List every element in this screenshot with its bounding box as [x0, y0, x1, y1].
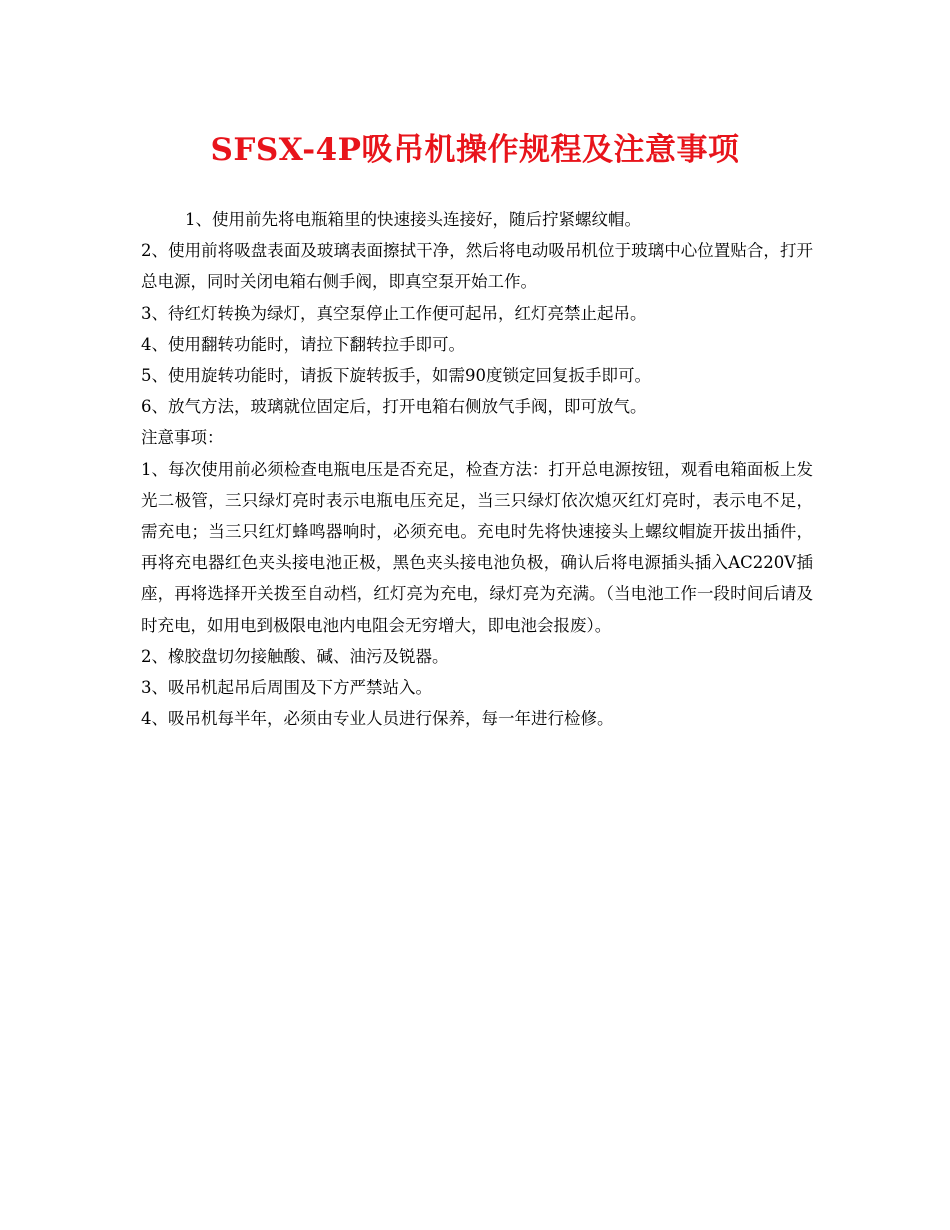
operation-step-3: 3、待红灯转换为绿灯，真空泵停止工作便可起吊，红灯亮禁止起吊。	[141, 303, 647, 323]
notes-heading: 注意事项：	[141, 428, 224, 448]
note-2: 2、橡胶盘切勿接触酸、碱、油污及锐器。	[141, 646, 449, 666]
operation-step-4: 4、使用翻转功能时，请拉下翻转拉手即可。	[141, 334, 465, 354]
operation-step-5: 5、使用旋转功能时，请扳下旋转扳手，如需90度锁定回复扳手即可。	[141, 366, 651, 386]
note-1: 1、每次使用前必须检查电瓶电压是否充足，检查方法：打开总电源按钮，观看电箱面板上发光二极管，三只绿灯亮时表示电瓶电压充足，当三只绿灯依次熄灭红灯亮时，表示电不足，需充电；当三只红灯蜂鸣器响时，必须充电。充电时先将快速接头上螺纹帽旋开拔出插件，再将充电器红色夹头接电池正极，黑色夹头接电池负极，确认后将电源插头插入AC220V插座，再将选择开关拨至自动档，红灯亮为充电，绿灯亮为充满。（当电池工作一段时间后请及时充电，如用电到极限电池内电阻会无穷增大，即电池会报废）。	[141, 459, 813, 635]
note-4: 4、吸吊机每半年，必须由专业人员进行保养，每一年进行检修。	[141, 709, 614, 729]
document-title: SFSX-4P吸吊机操作规程及注意事项	[210, 132, 740, 168]
operation-step-2: 2、使用前将吸盘表面及玻璃表面擦拭干净，然后将电动吸吊机位于玻璃中心位置贴合，打开总电源，同时关闭电箱右侧手阀，即真空泵开始工作。	[141, 241, 813, 292]
operation-step-1: 1、使用前先将电瓶箱里的快速接头连接好，随后拧紧螺纹帽。	[185, 210, 641, 229]
operation-step-6: 6、放气方法，玻璃就位固定后，打开电箱右侧放气手阀，即可放气。	[141, 397, 647, 417]
document-body	[141, 204, 813, 734]
note-3: 3、吸吊机起吊后周围及下方严禁站入。	[141, 678, 432, 698]
